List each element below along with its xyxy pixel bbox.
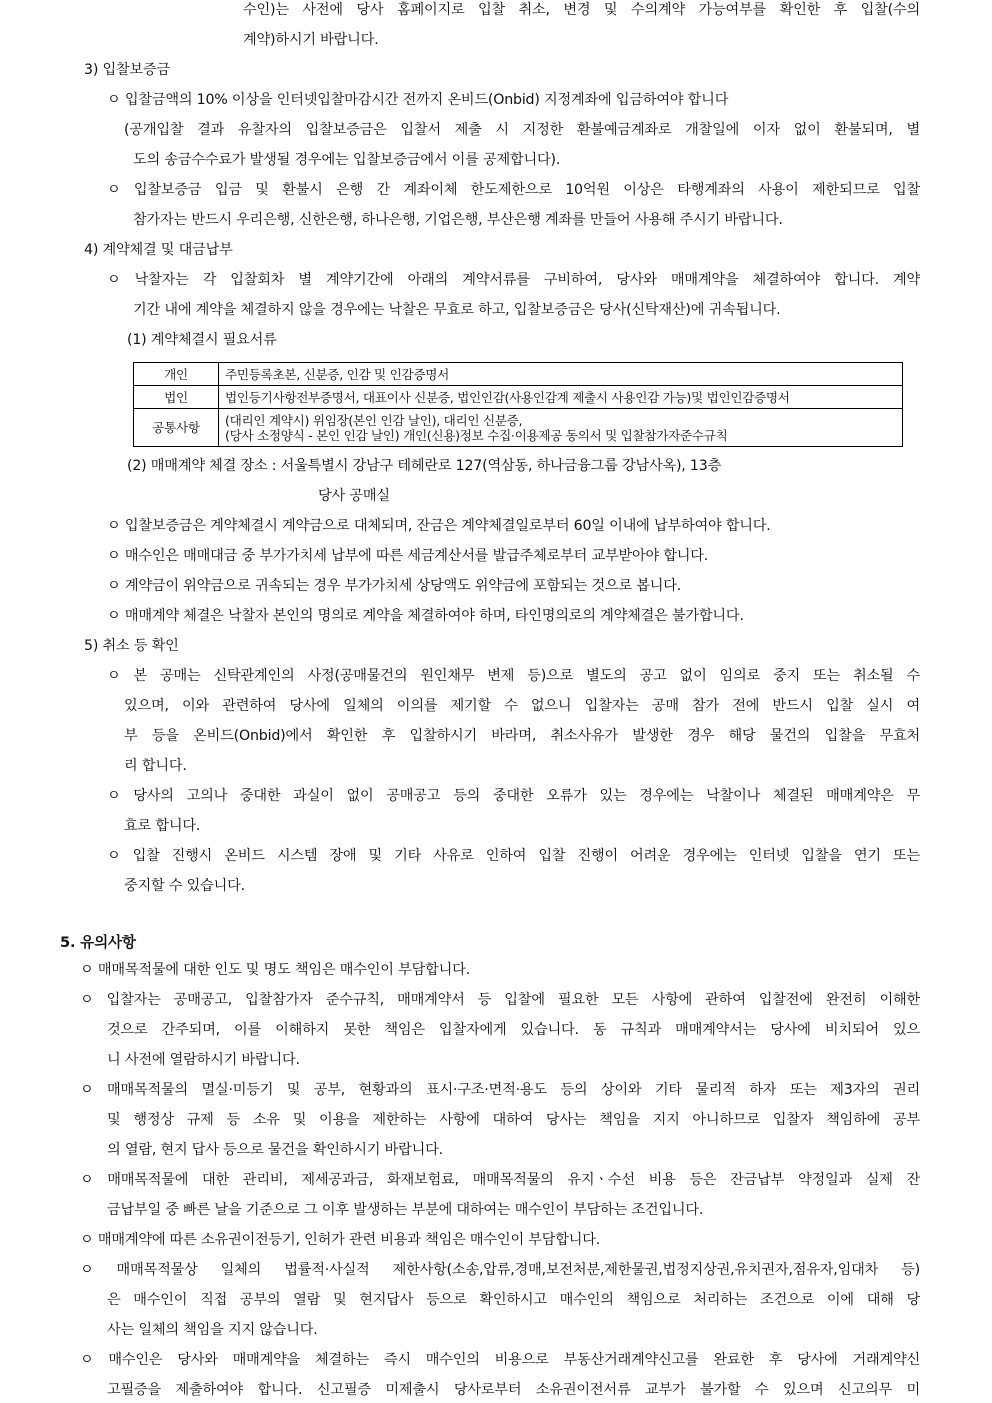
contract-sub-2-cont: 당사 공매실 [318, 488, 390, 504]
note-bullet-3-line-3: 의 열람, 현지 답사 등으로 물건을 확인하시기 바랍니다. [107, 1142, 443, 1158]
contract-bullet: ㅇ 매매계약 체결은 낙찰자 본인의 명의로 계약을 체결하여야 하며, 타인명의로의 계약체결은 불가합니다. [107, 608, 744, 624]
doc-type-cell: 개인 [134, 363, 219, 386]
doc-list-cell: 주민등록초본, 신분증, 인감 및 인감증명서 [219, 363, 903, 386]
deposit-bullet-1: ㅇ 입찰금액의 10% 이상을 인터넷입찰마감시간 전까지 온비드(Onbid) 지정계좌에 입금하여야 합니다 [107, 92, 729, 108]
cancel-bullet-1-line-3: 부 등을 온비드(Onbid)에서 확인한 후 입찰하시기 바라며, 취소사유가 발생한 경우 해당 물건의 입찰을 무효처 [124, 728, 920, 744]
note-bullet-6-line-3: 사는 일체의 책임을 지지 않습니다. [107, 1322, 318, 1338]
intro-line-2: 계약)하시기 바랍니다. [243, 32, 379, 48]
note-bullet-5: ㅇ 매매계약에 따른 소유권이전등기, 인허가 관련 비용과 책임은 매수인이 부담합니다. [80, 1232, 601, 1248]
cancel-bullet-1-line-2: 있으며, 이와 관련하여 당사에 일체의 이의를 제기할 수 없으니 입찰자는 공매 참가 전에 반드시 입찰 실시 여 [124, 698, 920, 714]
contract-bullet: ㅇ 매수인은 매매대금 중 부가가치세 납부에 따른 세금계산서를 발급주체로부터 교부받아야 합니다. [107, 548, 709, 564]
doc-list-line: (당사 소정양식 - 본인 인감 날인) 개인(신용)정보 수집·이용제공 동의서 및 입찰참가자준수규칙 [225, 427, 728, 443]
doc-type-cell: 법인 [134, 386, 219, 409]
note-bullet-3-line-1: ㅇ 매매목적물의 멸실·미등기 및 공부, 현황과의 표시·구조·면적·용도 등의 상이와 기타 물리적 하자 또는 제3자의 권리 [80, 1082, 920, 1098]
notes-heading: 5. 유의사항 [60, 934, 136, 951]
deposit-note-line-1: (공개입찰 결과 유찰자의 입찰보증금은 입찰서 제출 시 지정한 환불예금계좌로 개찰일에 이자 없이 환불되며, 별 [124, 122, 920, 138]
note-bullet-7-line-1: ㅇ 매수인은 당사와 매매계약을 체결하는 즉시 매수인의 비용으로 부동산거래계약신고를 완료한 후 당사에 거래계약신 [80, 1352, 920, 1368]
cancel-heading: 5) 취소 등 확인 [84, 638, 179, 654]
doc-type-cell: 공통사항 [134, 409, 219, 447]
note-bullet-7-line-2: 고필증을 제출하여야 합니다. 신고필증 미제출시 당사로부터 소유권이전서류 교부가 불가할 수 있으며 신고의무 미 [107, 1382, 920, 1398]
table-row [134, 363, 903, 386]
note-bullet-2-line-1: ㅇ 입찰자는 공매공고, 입찰참가자 준수규칙, 매매계약서 등 입찰에 필요한 모든 사항에 관하여 입찰전에 완전히 이해한 [80, 992, 920, 1008]
contract-bullet-1-line-1: ㅇ 낙찰자는 각 입찰회차 별 계약기간에 아래의 계약서류를 구비하여, 당사와 매매계약을 체결하여야 합니다. 계약 [107, 272, 920, 288]
deposit-note-line-2: 도의 송금수수료가 발생될 경우에는 입찰보증금에서 이를 공제합니다). [133, 152, 561, 168]
cancel-bullet-2-line-1: ㅇ 당사의 고의나 중대한 과실이 없이 공매공고 등의 중대한 오류가 있는 경우에는 낙찰이나 체결된 매매계약은 무 [107, 788, 920, 804]
doc-list-cell [219, 409, 903, 447]
intro-line-1: 수인)는 사전에 당사 홈페이지로 입찰 취소, 변경 및 수의계약 가능여부를 확인한 후 입찰(수의 [243, 2, 920, 18]
note-bullet-6-line-2: 은 매수인이 직접 공부의 열람 및 현지답사 등으로 확인하시고 매수인의 책임으로 처리하는 조건으로 이에 대해 당 [107, 1292, 920, 1308]
doc-list-line: (대리인 계약시) 위임장(본인 인감 날인), 대리인 신분증, [225, 412, 523, 428]
note-bullet-4-line-2: 금납부일 중 빠른 날을 기준으로 그 이후 발생하는 부분에 대하여는 매수인이 부담하는 조건입니다. [107, 1202, 704, 1218]
contract-sub-2: (2) 매매계약 체결 장소 : 서울특별시 강남구 테헤란로 127(역삼동, 하나금융그룹 강남사옥), 13층 [127, 458, 722, 474]
contract-bullet: ㅇ 계약금이 위약금으로 귀속되는 경우 부가가치세 상당액도 위약금에 포함되는 것으로 봅니다. [107, 578, 682, 594]
cancel-bullet-2-line-2: 효로 합니다. [124, 818, 201, 834]
contract-bullet: ㅇ 입찰보증금은 계약체결시 계약금으로 대체되며, 잔금은 계약체결일로부터 60일 이내에 납부하여야 합니다. [107, 518, 771, 534]
deposit-bullet-2-line-1: ㅇ 입찰보증금 입금 및 환불시 은행 간 계좌이체 한도제한으로 10억원 이상은 타행계좌의 사용이 제한되므로 입찰 [107, 182, 920, 198]
cancel-bullet-1-line-1: ㅇ 본 공매는 신탁관계인의 사정(공매물건의 원인채무 변제 등)으로 별도의 공고 없이 임의로 중지 또는 취소될 수 [107, 668, 920, 684]
cancel-bullet-3-line-1: ㅇ 입찰 진행시 온비드 시스템 장애 및 기타 사유로 인하여 입찰 진행이 어려운 경우에는 인터넷 입찰을 연기 또는 [107, 848, 920, 864]
cancel-bullet-1-line-4: 리 합니다. [124, 758, 187, 774]
note-bullet-3-line-2: 및 행정상 규제 등 소유 및 이용을 제한하는 사항에 대하여 당사는 책임을 지지 아니하므로 입찰자 책임하에 공부 [107, 1112, 920, 1128]
table-row [134, 386, 903, 409]
contract-sub-1: (1) 계약체결시 필요서류 [127, 332, 277, 348]
note-bullet-4-line-1: ㅇ 매매목적물에 대한 관리비, 제세공과금, 화재보험료, 매매목적물의 유지ㆍ수선 비용 등은 잔금납부 약정일과 실제 잔 [80, 1172, 920, 1188]
deposit-heading: 3) 입찰보증금 [84, 62, 170, 78]
required-documents-table [133, 362, 903, 447]
table-row [134, 409, 903, 447]
note-bullet-6-line-1: ㅇ 매매목적물상 일체의 법률적·사실적 제한사항(소송,압류,경매,보전처분,제한물권,법정지상권,유치권자,점유자,임대차 등) [80, 1262, 920, 1278]
contract-heading: 4) 계약체결 및 대금납부 [84, 242, 233, 258]
deposit-bullet-2-line-2: 참가자는 반드시 우리은행, 신한은행, 하나은행, 기업은행, 부산은행 계좌를 만들어 사용해 주시기 바랍니다. [133, 212, 783, 228]
note-bullet-2-line-2: 것으로 간주되며, 이를 이해하지 못한 책임은 입찰자에게 있습니다. 동 규칙과 매매계약서는 당사에 비치되어 있으 [107, 1022, 920, 1038]
note-bullet-1: ㅇ 매매목적물에 대한 인도 및 명도 책임은 매수인이 부담합니다. [80, 962, 470, 978]
cancel-bullet-3-line-2: 중지할 수 있습니다. [124, 878, 245, 894]
contract-bullet-1-line-2: 기간 내에 계약을 체결하지 않을 경우에는 낙찰은 무효로 하고, 입찰보증금은 당사(신탁재산)에 귀속됩니다. [133, 302, 781, 318]
note-bullet-2-line-3: 니 사전에 열람하시기 바랍니다. [107, 1052, 300, 1068]
doc-list-cell: 법인등기사항전부증명서, 대표이사 신분증, 법인인감(사용인감계 제출시 사용인감 가능)및 법인인감증명서 [219, 386, 903, 409]
